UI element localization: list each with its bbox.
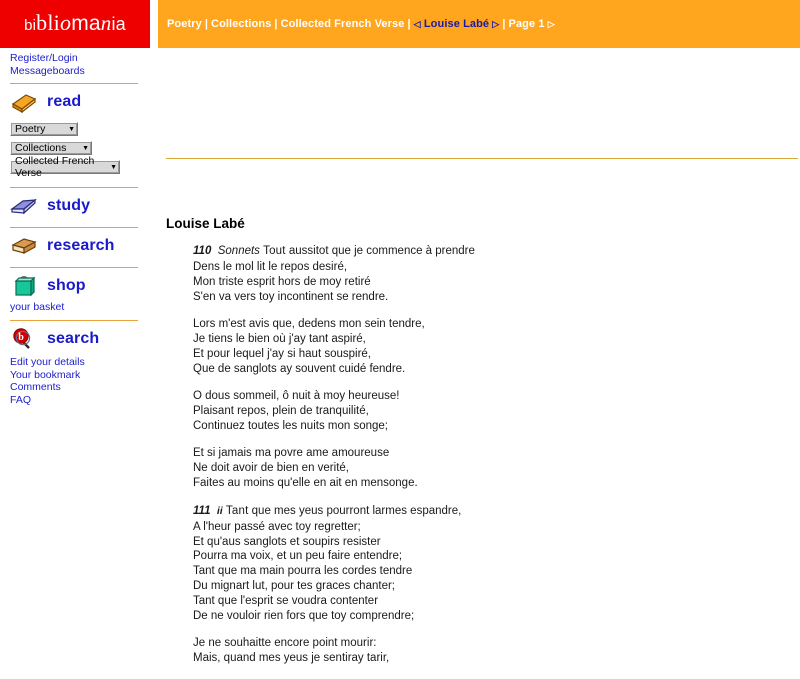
subcategory-select-value: Collections (15, 142, 67, 154)
sidebar-divider-2 (10, 187, 138, 188)
sidebar-item-read-label: read (47, 93, 82, 110)
poem-111-incipit (193, 504, 793, 520)
breadcrumb-page-label: Page 1 (508, 18, 545, 30)
poem-line: Ne doit avoir de bien en verité, (193, 462, 349, 475)
sidebar-top-links (0, 48, 150, 77)
poem-110-stanza-4 (193, 446, 793, 491)
sidebar-item-shop-label: shop (47, 277, 86, 294)
poem-line: Je tiens le bien où j'ay tant aspiré, (193, 333, 366, 346)
poem-110-incipit-rest: aussitot que je commence à prendre (285, 245, 475, 257)
poem-111-number: 111 (193, 504, 211, 517)
category-select-value: Poetry (15, 123, 46, 135)
poem-line: O dous sommeil, ô nuit à moy heureuse! (193, 390, 400, 403)
logo-part-2: bli (36, 10, 60, 35)
sidebar-link-your-basket[interactable]: your basket (10, 301, 65, 313)
sidebar-selects (0, 117, 150, 181)
sidebar-divider-4 (10, 267, 138, 268)
sidebar-item-research-label: research (47, 237, 115, 254)
sidebar-item-study-label: study (47, 197, 91, 214)
poem-line: Continuez toutes les nuits mon songe; (193, 420, 388, 433)
poem-110-stanza-3 (193, 389, 793, 434)
logo-part-4: ma (71, 12, 101, 35)
poem-line: Dens le mol lit le repos desiré, (193, 260, 348, 273)
chevron-down-icon: ▼ (82, 144, 89, 152)
sidebar-divider-1 (10, 83, 138, 84)
poem-110-number: 110 (193, 245, 212, 257)
site-header (0, 0, 800, 48)
poem-line: S'en va vers toy incontinent se rendre. (193, 290, 389, 303)
poem-line: De ne vouloir rien fors que toy comprendre; (193, 610, 415, 623)
poem-line: Faites au moins qu'elle en ait en mensonge. (193, 477, 418, 490)
breadcrumb-current-author: Louise Labé (423, 18, 490, 30)
breadcrumb-item-poetry[interactable]: Poetry (167, 18, 202, 30)
previous-author-arrow-icon[interactable]: ◁ (413, 19, 421, 29)
sidebar-item-search[interactable] (0, 324, 150, 354)
chevron-down-icon: ▼ (68, 125, 75, 133)
poem-111-incipit-smallcap: Tant (225, 504, 249, 517)
poem-line: Lors m'est avis que, dedens mon sein tendre, (193, 318, 425, 331)
sidebar-item-read[interactable] (0, 87, 150, 117)
sidebar-item-search-label: search (47, 330, 100, 347)
poem-line: Et si jamais ma povre ame amoureuse (193, 447, 390, 460)
sidebar-divider-3 (10, 227, 138, 228)
poem-line: Que de sanglots ay souvent cuidé fendre. (193, 362, 406, 375)
sidebar-link-messageboards[interactable]: Messageboards (10, 64, 85, 77)
poem-container (193, 244, 793, 679)
category-select[interactable] (10, 122, 78, 136)
breadcrumb (158, 18, 555, 30)
logo-part-5: n (100, 11, 112, 35)
poem-line: Mon triste esprit hors de moy retiré (193, 275, 371, 288)
content-divider (166, 158, 798, 159)
poem-110-incipit (193, 244, 793, 260)
page-title: Louise Labé (166, 216, 245, 231)
poem-110-work-title: Sonnets (217, 245, 260, 257)
tan-book-icon (10, 234, 38, 258)
closed-book-icon (10, 90, 38, 114)
main-content (158, 48, 800, 665)
next-author-arrow-icon[interactable]: ▷ (492, 19, 500, 29)
poem-line: A l'heur passé avec toy regretter; (193, 520, 361, 533)
subcategory-select[interactable] (10, 141, 92, 155)
poem-110-incipit-smallcap: Tout (263, 245, 286, 257)
breadcrumb-bar (158, 0, 800, 48)
next-page-arrow-icon[interactable]: ▷ (547, 19, 555, 29)
sidebar-item-shop[interactable] (0, 271, 150, 301)
poem-111-marker: ii (216, 504, 223, 517)
poem-line: Tant que ma main pourra les cordes tendre (193, 565, 413, 578)
poem-line: Mais, quand mes yeus je sentiray tarir, (193, 652, 390, 665)
collection-select[interactable] (10, 155, 120, 179)
collection-select-value: Collected French Verse (15, 155, 95, 179)
sidebar-link-your-bookmark[interactable]: Your bookmark (10, 368, 81, 381)
poem-111-stanza-2 (193, 636, 793, 666)
sidebar-link-faq[interactable]: FAQ (10, 393, 32, 406)
sidebar-link-edit-your-details[interactable]: Edit your details (10, 356, 85, 368)
logo-wordmark (24, 12, 126, 36)
poem-line: Et qu'aus sanglots et soupirs resister (193, 535, 381, 548)
poem-line: Et pour lequel j'ay si haut souspiré, (193, 347, 371, 360)
shopping-bag-icon (10, 274, 38, 298)
svg-text:b: b (18, 332, 24, 343)
magnifier-icon (10, 327, 38, 351)
poem-111-stanza-1 (193, 504, 793, 624)
breadcrumb-separator-3: | (407, 18, 411, 30)
sidebar-divider-5 (10, 320, 138, 321)
poem-111-incipit-rest: que mes yeus pourront larmes espandre, (248, 504, 462, 517)
poem-line: Je ne souhaitte encore point mourir: (193, 637, 377, 650)
chevron-down-icon: ▼ (110, 163, 117, 171)
poem-line: Du mignart lut, pour tes graces chanter; (193, 580, 395, 593)
logo-part-3: o (60, 10, 72, 35)
sidebar-bottom-links (0, 354, 150, 406)
sidebar (0, 48, 150, 600)
sidebar-link-register-login[interactable]: Register/Login (10, 52, 78, 64)
poem-line: Plaisant repos, plein de tranquilité, (193, 405, 369, 418)
sidebar-item-study[interactable] (0, 191, 150, 221)
logo-part-1: bi (24, 17, 37, 34)
poem-line: Pourra ma voix, et un peu faire entendre; (193, 550, 403, 563)
sidebar-link-comments[interactable]: Comments (10, 381, 61, 393)
poem-110-stanza-1 (193, 244, 793, 305)
site-logo[interactable] (0, 0, 150, 48)
poem-line: Tant que l'esprit se voudra contenter (193, 595, 379, 608)
breadcrumb-item-collected-french-verse[interactable]: Collected French Verse (280, 18, 405, 30)
sidebar-item-research[interactable] (0, 231, 150, 261)
breadcrumb-separator-2: | (274, 18, 278, 30)
breadcrumb-separator-4: | (502, 18, 506, 30)
open-book-icon (10, 194, 38, 218)
logo-part-6: ia (111, 14, 126, 34)
breadcrumb-separator-1: | (204, 18, 209, 30)
breadcrumb-item-collections[interactable]: Collections (211, 18, 272, 30)
poem-110-stanza-2 (193, 317, 793, 377)
